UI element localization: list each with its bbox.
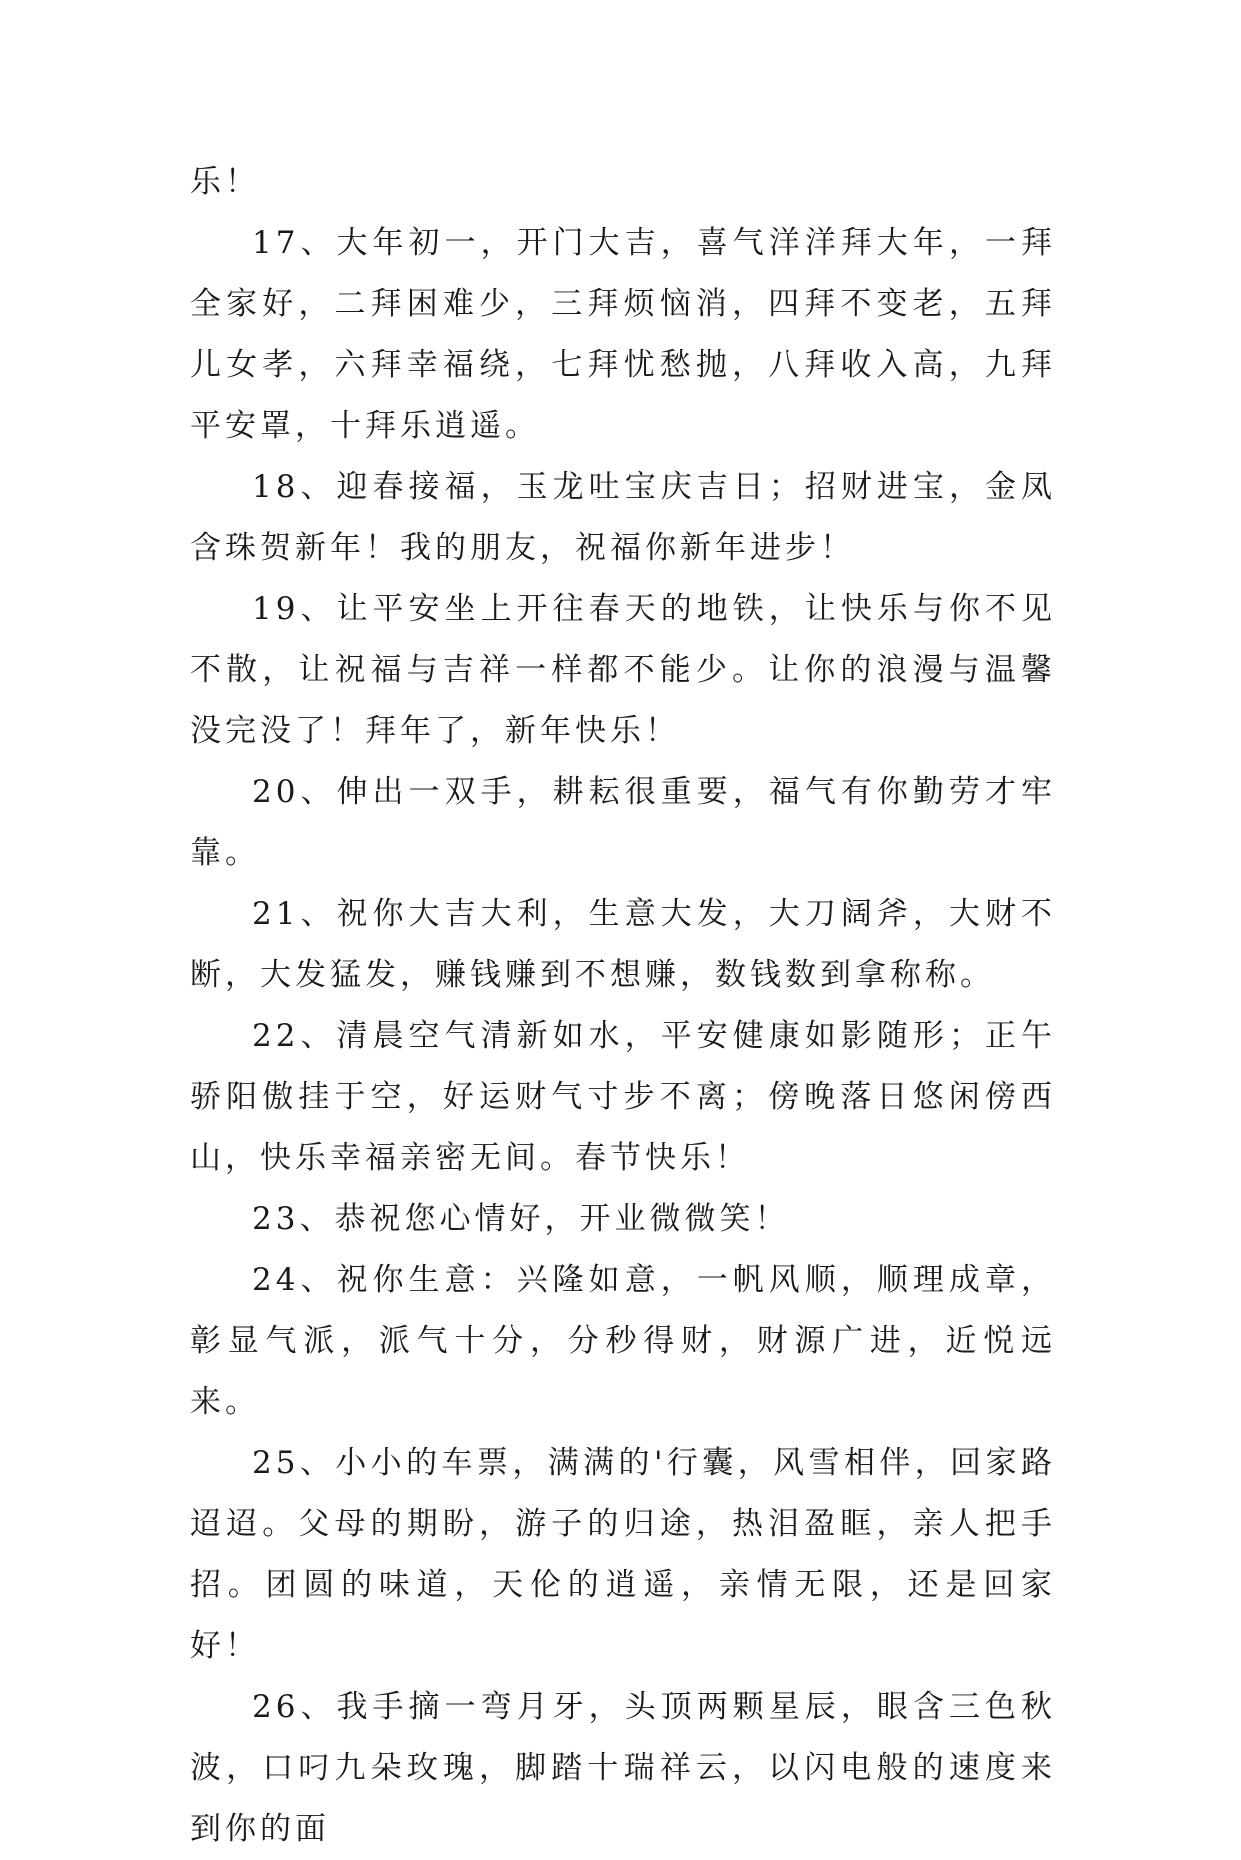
- paragraph-25: 25、小小的车票，满满的'行囊，风雪相伴，回家路迢迢。父母的期盼，游子的归途，热泪盈眶，亲人把手招。团圆的味道，天伦的逍遥，亲情无限，还是回家好！: [190, 1445, 1056, 1664]
- paragraph-26: 26、我手摘一弯月牙，头顶两颗星辰，眼含三色秋波，口叼九朵玫瑰，脚踏十瑞祥云，以闪电般的速度来到你的面: [190, 1689, 1056, 1847]
- paragraph-23: 23、恭祝您心情好，开业微微笑！: [252, 1201, 790, 1237]
- paragraph-19: 19、让平安坐上开往春天的地铁，让快乐与你不见不散，让祝福与吉祥一样都不能少。让你的浪漫与温馨没完没了！拜年了，新年快乐！: [190, 591, 1056, 749]
- paragraph-20: 20、伸出一双手，耕耘很重要，福气有你勤劳才牢靠。: [190, 774, 1056, 871]
- paragraph-18: 18、迎春接福，玉龙吐宝庆吉日；招财进宝，金凤含珠贺新年！我的朋友，祝福你新年进步！: [190, 469, 1056, 566]
- paragraph-22: 22、清晨空气清新如水，平安健康如影随形；正午骄阳傲挂于空，好运财气寸步不离；傍晚落日悠闲傍西山，快乐幸福亲密无间。春节快乐！: [190, 1018, 1056, 1176]
- paragraph-21: 21、祝你大吉大利，生意大发，大刀阔斧，大财不断，大发猛发，赚钱赚到不想赚，数钱数到拿称称。: [190, 896, 1056, 993]
- paragraph-17: 17、大年初一，开门大吉，喜气洋洋拜大年，一拜全家好，二拜困难少，三拜烦恼消，四拜不变老，五拜儿女孝，六拜幸福绕，七拜忧愁抛，八拜收入高，九拜平安罩，十拜乐逍遥。: [190, 225, 1056, 444]
- document-body: [190, 152, 1056, 1860]
- paragraph-24: 24、祝你生意：兴隆如意，一帆风顺，顺理成章，彰显气派，派气十分，分秒得财，财源广进，近悦远来。: [190, 1262, 1056, 1420]
- paragraph-continuation: 乐！: [190, 164, 260, 200]
